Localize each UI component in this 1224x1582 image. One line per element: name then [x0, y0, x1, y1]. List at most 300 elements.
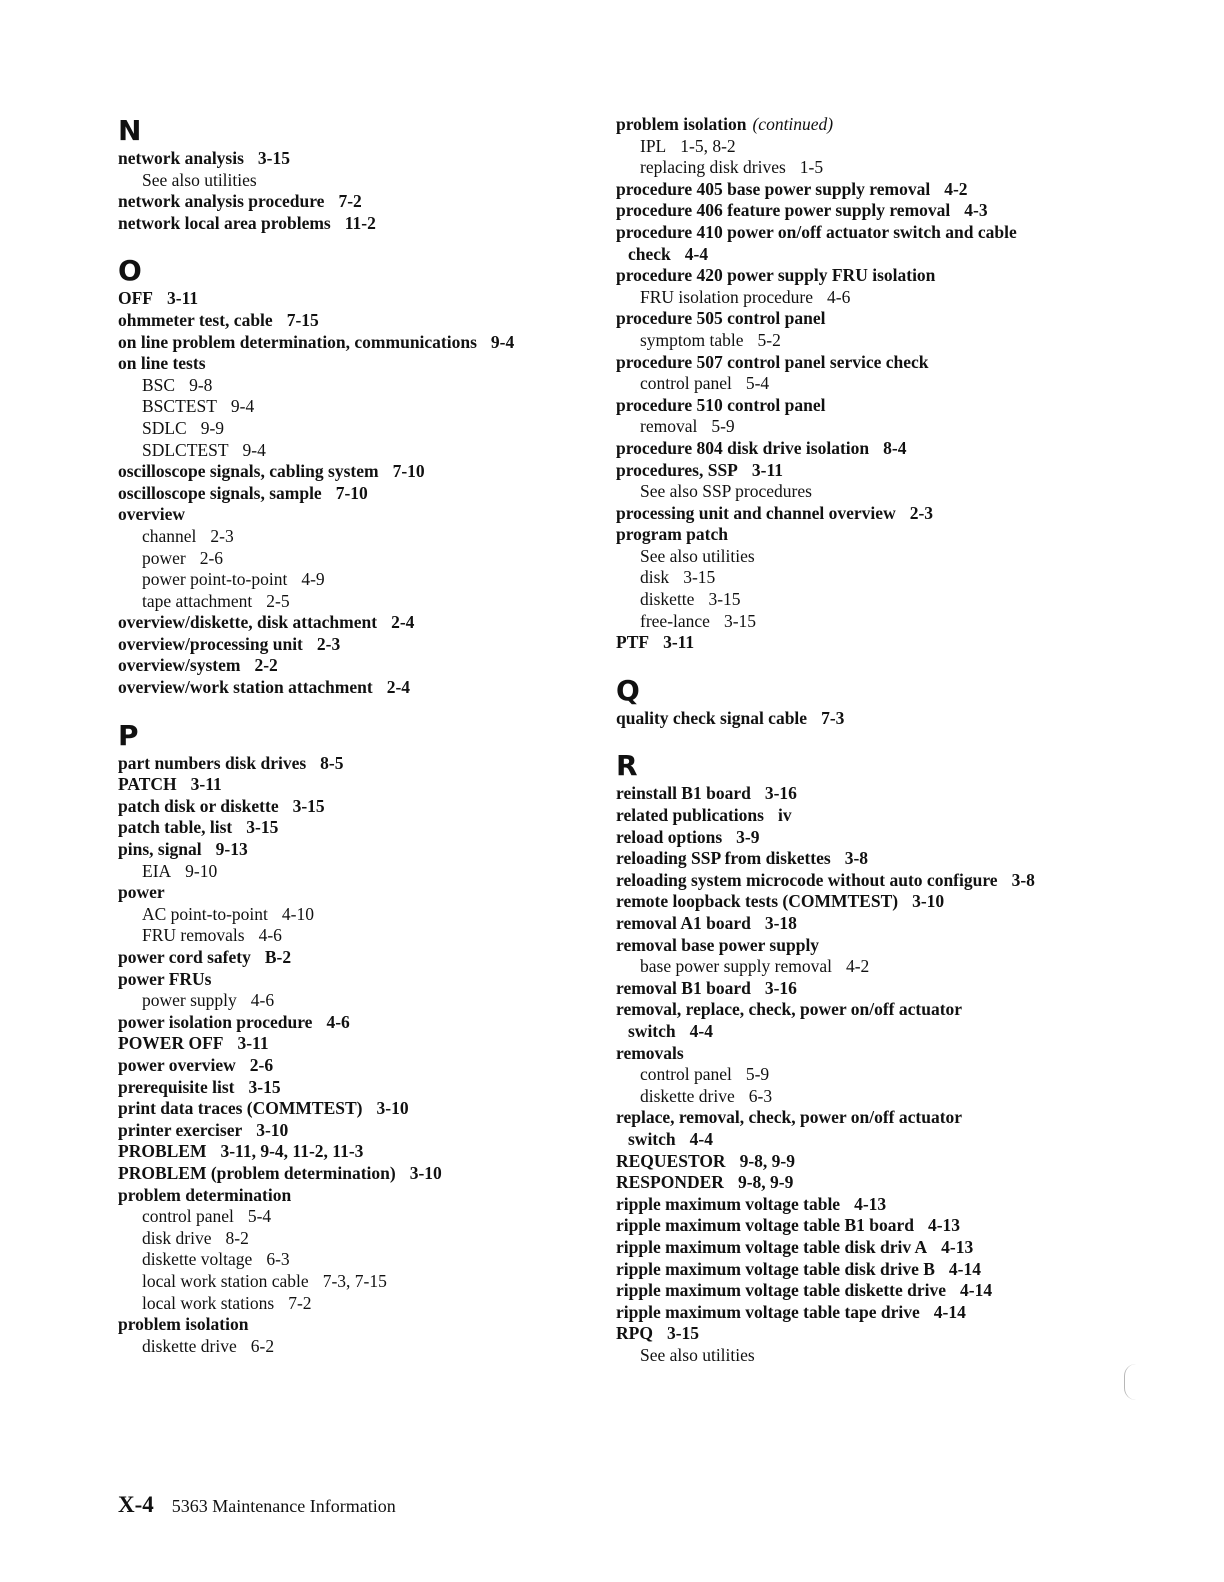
index-entry [118, 1012, 588, 1034]
entry-text: removal [640, 416, 698, 437]
index-entry [616, 1194, 1086, 1216]
index-subentry [118, 1293, 588, 1315]
page-reference: 9-4 [230, 396, 255, 417]
page-reference: 3-10 [912, 891, 945, 912]
entry-text: procedure 510 control panel [616, 394, 826, 415]
index-entry [118, 1055, 588, 1077]
entry-text: removal, replace, check, power on/off actuator [616, 999, 963, 1020]
page-reference: 4-14 [948, 1258, 981, 1279]
index-entry [616, 935, 1086, 957]
entry-text: problem determination [118, 1184, 292, 1205]
index-subentry [616, 373, 1086, 395]
entry-text: local work stations [142, 1292, 275, 1313]
index-subentry [118, 170, 588, 192]
index-subentry [616, 416, 1086, 438]
index-subentry [118, 548, 588, 570]
section-letter: P [118, 718, 139, 752]
entry-text: diskette drive [640, 1085, 735, 1106]
page-reference: 7-10 [392, 461, 425, 482]
index-subentry [616, 157, 1086, 179]
entry-text: disk [640, 567, 670, 588]
entry-text: EIA [142, 860, 172, 881]
index-entry [118, 310, 588, 332]
page-reference: 5-9 [745, 1064, 770, 1085]
index-subentry [616, 481, 1086, 503]
index-entry [616, 827, 1086, 849]
index-entry [616, 395, 1086, 417]
entry-text: procedure 804 disk drive isolation [616, 437, 870, 458]
page-reference: 8-2 [225, 1227, 249, 1248]
page-reference: 5-4 [247, 1206, 272, 1227]
entry-text: removal base power supply [616, 934, 820, 955]
page-reference: 2-2 [254, 655, 278, 676]
entry-text: diskette drive [142, 1335, 237, 1356]
entry-text: patch disk or diskette [118, 795, 279, 816]
index-subentry [616, 589, 1086, 611]
index-entry [118, 332, 588, 354]
page-reference: 4-4 [684, 243, 709, 264]
page-reference: 9-10 [185, 860, 218, 881]
entry-text: remote loopback tests (COMMTEST) [616, 891, 899, 912]
entry-text: network analysis [118, 148, 244, 168]
section-letter: Q [616, 673, 640, 707]
entry-text: BSC [142, 374, 176, 395]
index-entry [616, 848, 1086, 870]
entry-text: reloading system microcode without auto configure [616, 869, 998, 890]
index-subentry [118, 990, 588, 1012]
entry-note: (continued) [752, 114, 834, 134]
page-reference: 3-10 [409, 1162, 442, 1183]
index-entry [118, 1314, 588, 1336]
index-subentry [616, 287, 1086, 309]
entry-text: reloading SSP from diskettes [616, 848, 831, 869]
index-subentry [616, 567, 1086, 589]
entry-text: quality check signal cable [616, 707, 808, 728]
entry-text: print data traces (COMMTEST) [118, 1098, 363, 1119]
index-entry [616, 179, 1086, 201]
page-reference: 3-15 [723, 610, 757, 631]
index-entry [616, 1302, 1086, 1324]
entry-text: processing unit and channel overview [616, 502, 896, 523]
entry-text: problem isolation [118, 1314, 249, 1335]
entry-text: reinstall B1 board [616, 783, 751, 804]
index-entry [616, 870, 1086, 892]
index-entry [616, 1172, 1086, 1194]
index-subentry [118, 925, 588, 947]
entry-text: overview/diskette, disk attachment [118, 612, 378, 633]
entry-text: reload options [616, 826, 723, 847]
page-reference: 4-6 [827, 286, 851, 307]
index-entry [118, 612, 588, 634]
entry-text: See also utilities [142, 169, 257, 190]
index-entry [616, 1043, 1086, 1065]
scan-mark [1124, 1364, 1137, 1400]
entry-text: removal A1 board [616, 913, 751, 933]
entry-text: power FRUs [118, 968, 212, 989]
entry-text: oscilloscope signals, sample [118, 482, 322, 503]
index-entry [118, 1077, 588, 1099]
entry-text: PROBLEM [118, 1141, 207, 1162]
page-reference: 9-4 [242, 439, 266, 460]
index-subentry [118, 526, 588, 548]
page-reference: 2-3 [316, 633, 341, 654]
entry-text: BSCTEST [142, 396, 217, 417]
page-reference: 7-15 [286, 309, 319, 330]
index-subentry [616, 546, 1086, 568]
index-entry [616, 1215, 1086, 1237]
index-entry [118, 1033, 588, 1055]
page-reference: 9-4 [490, 331, 515, 352]
page-reference: 2-3 [909, 502, 934, 523]
page-reference: 7-3 [821, 707, 845, 728]
index-entry [118, 1163, 588, 1185]
entry-text: overview/work station attachment [118, 677, 373, 698]
index-subentry [118, 1249, 588, 1271]
index-entry [616, 460, 1086, 482]
page-reference: 7-2 [338, 191, 362, 212]
index-subentry [118, 1206, 588, 1228]
entry-text: problem isolation [616, 114, 747, 134]
page-reference: 3-11 [237, 1033, 269, 1054]
page-reference: 3-10 [256, 1119, 289, 1140]
page-reference: 5-9 [711, 416, 735, 437]
index-column-left [118, 114, 588, 1357]
entry-text: ripple maximum voltage table disk driv A [616, 1236, 928, 1257]
index-subentry [118, 396, 588, 418]
page-number: X-4 [118, 1492, 154, 1517]
page-reference: 4-9 [301, 569, 325, 590]
page-reference: 6-3 [266, 1249, 290, 1270]
index-entry [118, 774, 588, 796]
entry-text: local work station cable [142, 1270, 309, 1291]
page-reference: 9-8, 9-9 [739, 1150, 795, 1171]
page-reference: 3-8 [844, 848, 869, 869]
page-reference: 3-15 [257, 148, 290, 168]
page-reference: 4-3 [964, 200, 988, 221]
entry-text: ripple maximum voltage table B1 board [616, 1215, 914, 1236]
page-reference: 1-5, 8-2 [680, 135, 736, 156]
index-entry [118, 213, 588, 235]
page-reference: 4-4 [689, 1020, 713, 1041]
entry-text: POWER OFF [118, 1033, 224, 1054]
entry-text: free-lance [640, 610, 710, 631]
page-reference: 3-11 [167, 288, 199, 309]
index-subentry [118, 591, 588, 613]
page-reference: 4-6 [258, 925, 282, 946]
entry-text: power [142, 547, 186, 568]
index-subentry [118, 1336, 588, 1358]
page-reference: 9-8, 9-9 [737, 1172, 794, 1193]
page-reference: 3-15 [292, 795, 325, 816]
page-reference: 2-6 [199, 547, 224, 568]
entry-text: SDLC [142, 417, 187, 438]
entry-text: on line tests [118, 353, 206, 374]
entry-text: pins, signal [118, 839, 202, 860]
entry-text: prerequisite list [118, 1076, 235, 1097]
index-entry [118, 753, 588, 775]
section-letter: O [118, 254, 142, 288]
entry-text: control panel [640, 373, 732, 394]
page-reference: 7-10 [335, 482, 368, 503]
page-reference: 8-4 [883, 437, 907, 458]
index-subentry [118, 569, 588, 591]
entry-text: replacing disk drives [640, 157, 786, 178]
document-title: 5363 Maintenance Information [171, 1496, 396, 1516]
index-entry [118, 969, 588, 991]
page-reference: 3-15 [666, 1323, 700, 1344]
index-entry [118, 483, 588, 505]
index-subentry [118, 418, 588, 440]
page-reference: 9-13 [215, 839, 248, 860]
entry-text: OFF [118, 288, 153, 309]
index-subentry [616, 136, 1086, 158]
index-entry [616, 503, 1086, 525]
page-reference: 2-3 [210, 525, 234, 546]
entry-text: on line problem determination, communications [118, 331, 477, 352]
entry-text: oscilloscope signals, cabling system [118, 461, 379, 482]
entry-text: procedures, SSP [616, 459, 738, 480]
page-reference: 4-2 [944, 178, 968, 199]
page-reference: 4-4 [689, 1128, 713, 1149]
index-entry [118, 353, 588, 375]
page-reference: 3-16 [764, 977, 797, 998]
index-entry [118, 634, 588, 656]
entry-text: disk drive [142, 1227, 212, 1248]
page-reference: 3-15 [248, 1076, 281, 1097]
entry-text: ohmmeter test, cable [118, 309, 273, 330]
index-entry [118, 677, 588, 699]
entry-text: base power supply removal [640, 956, 832, 977]
page-reference: 5-4 [745, 373, 770, 394]
entry-text: switch [628, 1020, 676, 1041]
page-reference: 3-10 [376, 1098, 409, 1119]
page-reference: 3-11 [751, 459, 783, 480]
page-footer [118, 1492, 396, 1518]
entry-text: replace, removal, check, power on/off actuator [616, 1107, 963, 1128]
index-entry [616, 1280, 1086, 1302]
entry-text: printer exerciser [118, 1119, 243, 1140]
page-reference: 4-2 [845, 956, 870, 977]
entry-text: procedure 505 control panel [616, 308, 826, 329]
entry-text: program patch [616, 524, 728, 545]
entry-text: FRU isolation procedure [640, 286, 814, 307]
entry-text: procedure 420 power supply FRU isolation [616, 265, 936, 286]
entry-text: ripple maximum voltage table [616, 1193, 841, 1214]
entry-text: See also utilities [640, 545, 755, 566]
entry-text: See also SSP procedures [640, 481, 812, 502]
index-entry [616, 783, 1086, 805]
entry-text: procedure 406 feature power supply removal [616, 200, 951, 221]
index-entry [118, 288, 588, 310]
index-subentry [616, 1064, 1086, 1086]
index-entry-continuation [616, 244, 1086, 266]
entry-text: power [118, 882, 165, 903]
entry-text: diskette voltage [142, 1249, 253, 1270]
entry-text: PATCH [118, 774, 177, 795]
page-reference: 3-11 [663, 632, 695, 653]
entry-text: ripple maximum voltage table tape drive [616, 1301, 920, 1322]
entry-text: PTF [616, 632, 650, 653]
entry-text: removal B1 board [616, 977, 751, 998]
index-subentry [616, 330, 1086, 352]
index-entry [118, 882, 588, 904]
page-reference: 6-2 [250, 1335, 275, 1356]
index-entry [118, 461, 588, 483]
entry-text: procedure 507 control panel service check [616, 351, 929, 372]
index-subentry [616, 611, 1086, 633]
entry-text: related publications [616, 805, 764, 826]
index-entry [118, 655, 588, 677]
index-entry [118, 839, 588, 861]
index-entry [616, 524, 1086, 546]
index-entry [118, 817, 588, 839]
index-entry [118, 148, 588, 170]
page-reference: 3-8 [1011, 869, 1035, 890]
index-entry [616, 632, 1086, 654]
entry-text: RPQ [616, 1323, 653, 1344]
entry-text: network analysis procedure [118, 191, 325, 212]
index-entry [616, 200, 1086, 222]
page-reference: 7-2 [288, 1292, 312, 1313]
entry-text: power point-to-point [142, 569, 288, 590]
index-entry [616, 1323, 1086, 1345]
index-subentry [118, 861, 588, 883]
page-reference: 4-13 [927, 1215, 961, 1236]
entry-text: power supply [142, 990, 237, 1011]
index-entry [616, 265, 1086, 287]
index-entry [616, 1107, 1086, 1129]
page-reference: 4-13 [941, 1236, 974, 1257]
entry-text: overview/system [118, 655, 241, 676]
index-entry [118, 1141, 588, 1163]
section-letter: N [118, 114, 142, 147]
index-entry [616, 978, 1086, 1000]
entry-text: procedure 405 base power supply removal [616, 178, 931, 199]
entry-text: power isolation procedure [118, 1011, 313, 1032]
index-entry [616, 222, 1086, 244]
page-reference: 3-16 [764, 783, 797, 804]
page-reference: 3-15 [683, 567, 716, 588]
index-subentry [616, 1086, 1086, 1108]
index-subentry [118, 375, 588, 397]
entry-text: part numbers disk drives [118, 752, 307, 773]
page-reference: 2-5 [266, 590, 290, 611]
page-reference: 3-15 [246, 817, 279, 838]
index-subentry [616, 956, 1086, 978]
entry-text: PROBLEM (problem determination) [118, 1162, 396, 1183]
entry-text: patch table, list [118, 817, 233, 838]
page-reference: 3-11 [190, 774, 222, 795]
entry-text: ripple maximum voltage table disk drive B [616, 1258, 935, 1279]
index-entry [616, 1151, 1086, 1173]
page-reference: 2-4 [386, 677, 411, 698]
page-reference: 2-4 [391, 612, 415, 633]
index-entry [118, 1098, 588, 1120]
page-reference: 3-18 [764, 913, 797, 933]
entry-text: IPL [640, 135, 667, 156]
entry-text: removals [616, 1042, 684, 1063]
index-entry-continuation [616, 1129, 1086, 1151]
entry-text: control panel [142, 1206, 234, 1227]
entry-text: ripple maximum voltage table diskette drive [616, 1280, 947, 1301]
index-subentry [118, 440, 588, 462]
page-reference: 11-2 [344, 212, 376, 233]
entry-text: tape attachment [142, 590, 253, 611]
entry-text: SDLCTEST [142, 439, 229, 460]
index-entry [616, 891, 1086, 913]
page-reference: 4-13 [854, 1193, 887, 1214]
page-reference: 3-15 [708, 589, 741, 610]
page-reference: 2-6 [249, 1054, 274, 1075]
entry-text: switch [628, 1128, 676, 1149]
page-reference: 1-5 [799, 157, 824, 178]
index-entry [616, 438, 1086, 460]
page-reference: 3-9 [736, 826, 760, 847]
page-reference: iv [777, 805, 792, 826]
index-entry-continuation [616, 1021, 1086, 1043]
index-entry [616, 805, 1086, 827]
index-entry [118, 191, 588, 213]
entry-text: diskette [640, 589, 695, 610]
entry-text: power overview [118, 1054, 236, 1075]
index-column-right [616, 114, 1086, 1366]
index-entry [616, 1259, 1086, 1281]
index-entry [118, 796, 588, 818]
entry-text: power cord safety [118, 947, 251, 967]
page-reference: 9-8 [189, 374, 213, 395]
index-entry [118, 504, 588, 526]
index-subentry [118, 904, 588, 926]
page-reference: 4-6 [250, 990, 275, 1011]
entry-text: overview/processing unit [118, 633, 303, 654]
page-reference: 6-3 [748, 1085, 773, 1106]
index-subentry [118, 1228, 588, 1250]
index-entry [616, 352, 1086, 374]
entry-text: overview [118, 504, 186, 525]
index-entry [616, 708, 1086, 730]
entry-text: AC point-to-point [142, 903, 268, 924]
page-reference: 3-11, 9-4, 11-2, 11-3 [220, 1141, 364, 1162]
entry-text: procedure 410 power on/off actuator switch and cable [616, 221, 1017, 242]
index-subentry [118, 1271, 588, 1293]
entry-text: RESPONDER [616, 1172, 724, 1193]
entry-text: FRU removals [142, 925, 245, 946]
entry-text: REQUESTOR [616, 1150, 726, 1171]
index-entry [616, 999, 1086, 1021]
entry-text: check [628, 243, 671, 264]
entry-text: control panel [640, 1064, 732, 1085]
page-reference: 8-5 [320, 752, 344, 773]
page-reference: B-2 [264, 947, 292, 967]
entry-text: symptom table [640, 329, 744, 350]
index-entry [118, 1120, 588, 1142]
page-reference: 9-9 [200, 417, 225, 438]
page-reference: 4-14 [933, 1301, 966, 1322]
page-reference: 4-6 [326, 1011, 350, 1032]
index-entry [118, 1185, 588, 1207]
entry-text: channel [142, 525, 197, 546]
index-entry [616, 308, 1086, 330]
index-entry [118, 947, 588, 969]
page-reference: 4-14 [960, 1280, 993, 1301]
index-entry [616, 114, 1086, 136]
entry-text: network local area problems [118, 212, 331, 233]
index-subentry [616, 1345, 1086, 1367]
index-entry [616, 1237, 1086, 1259]
index-entry [616, 913, 1086, 935]
entry-text: See also utilities [640, 1344, 755, 1365]
page-reference: 5-2 [757, 329, 781, 350]
